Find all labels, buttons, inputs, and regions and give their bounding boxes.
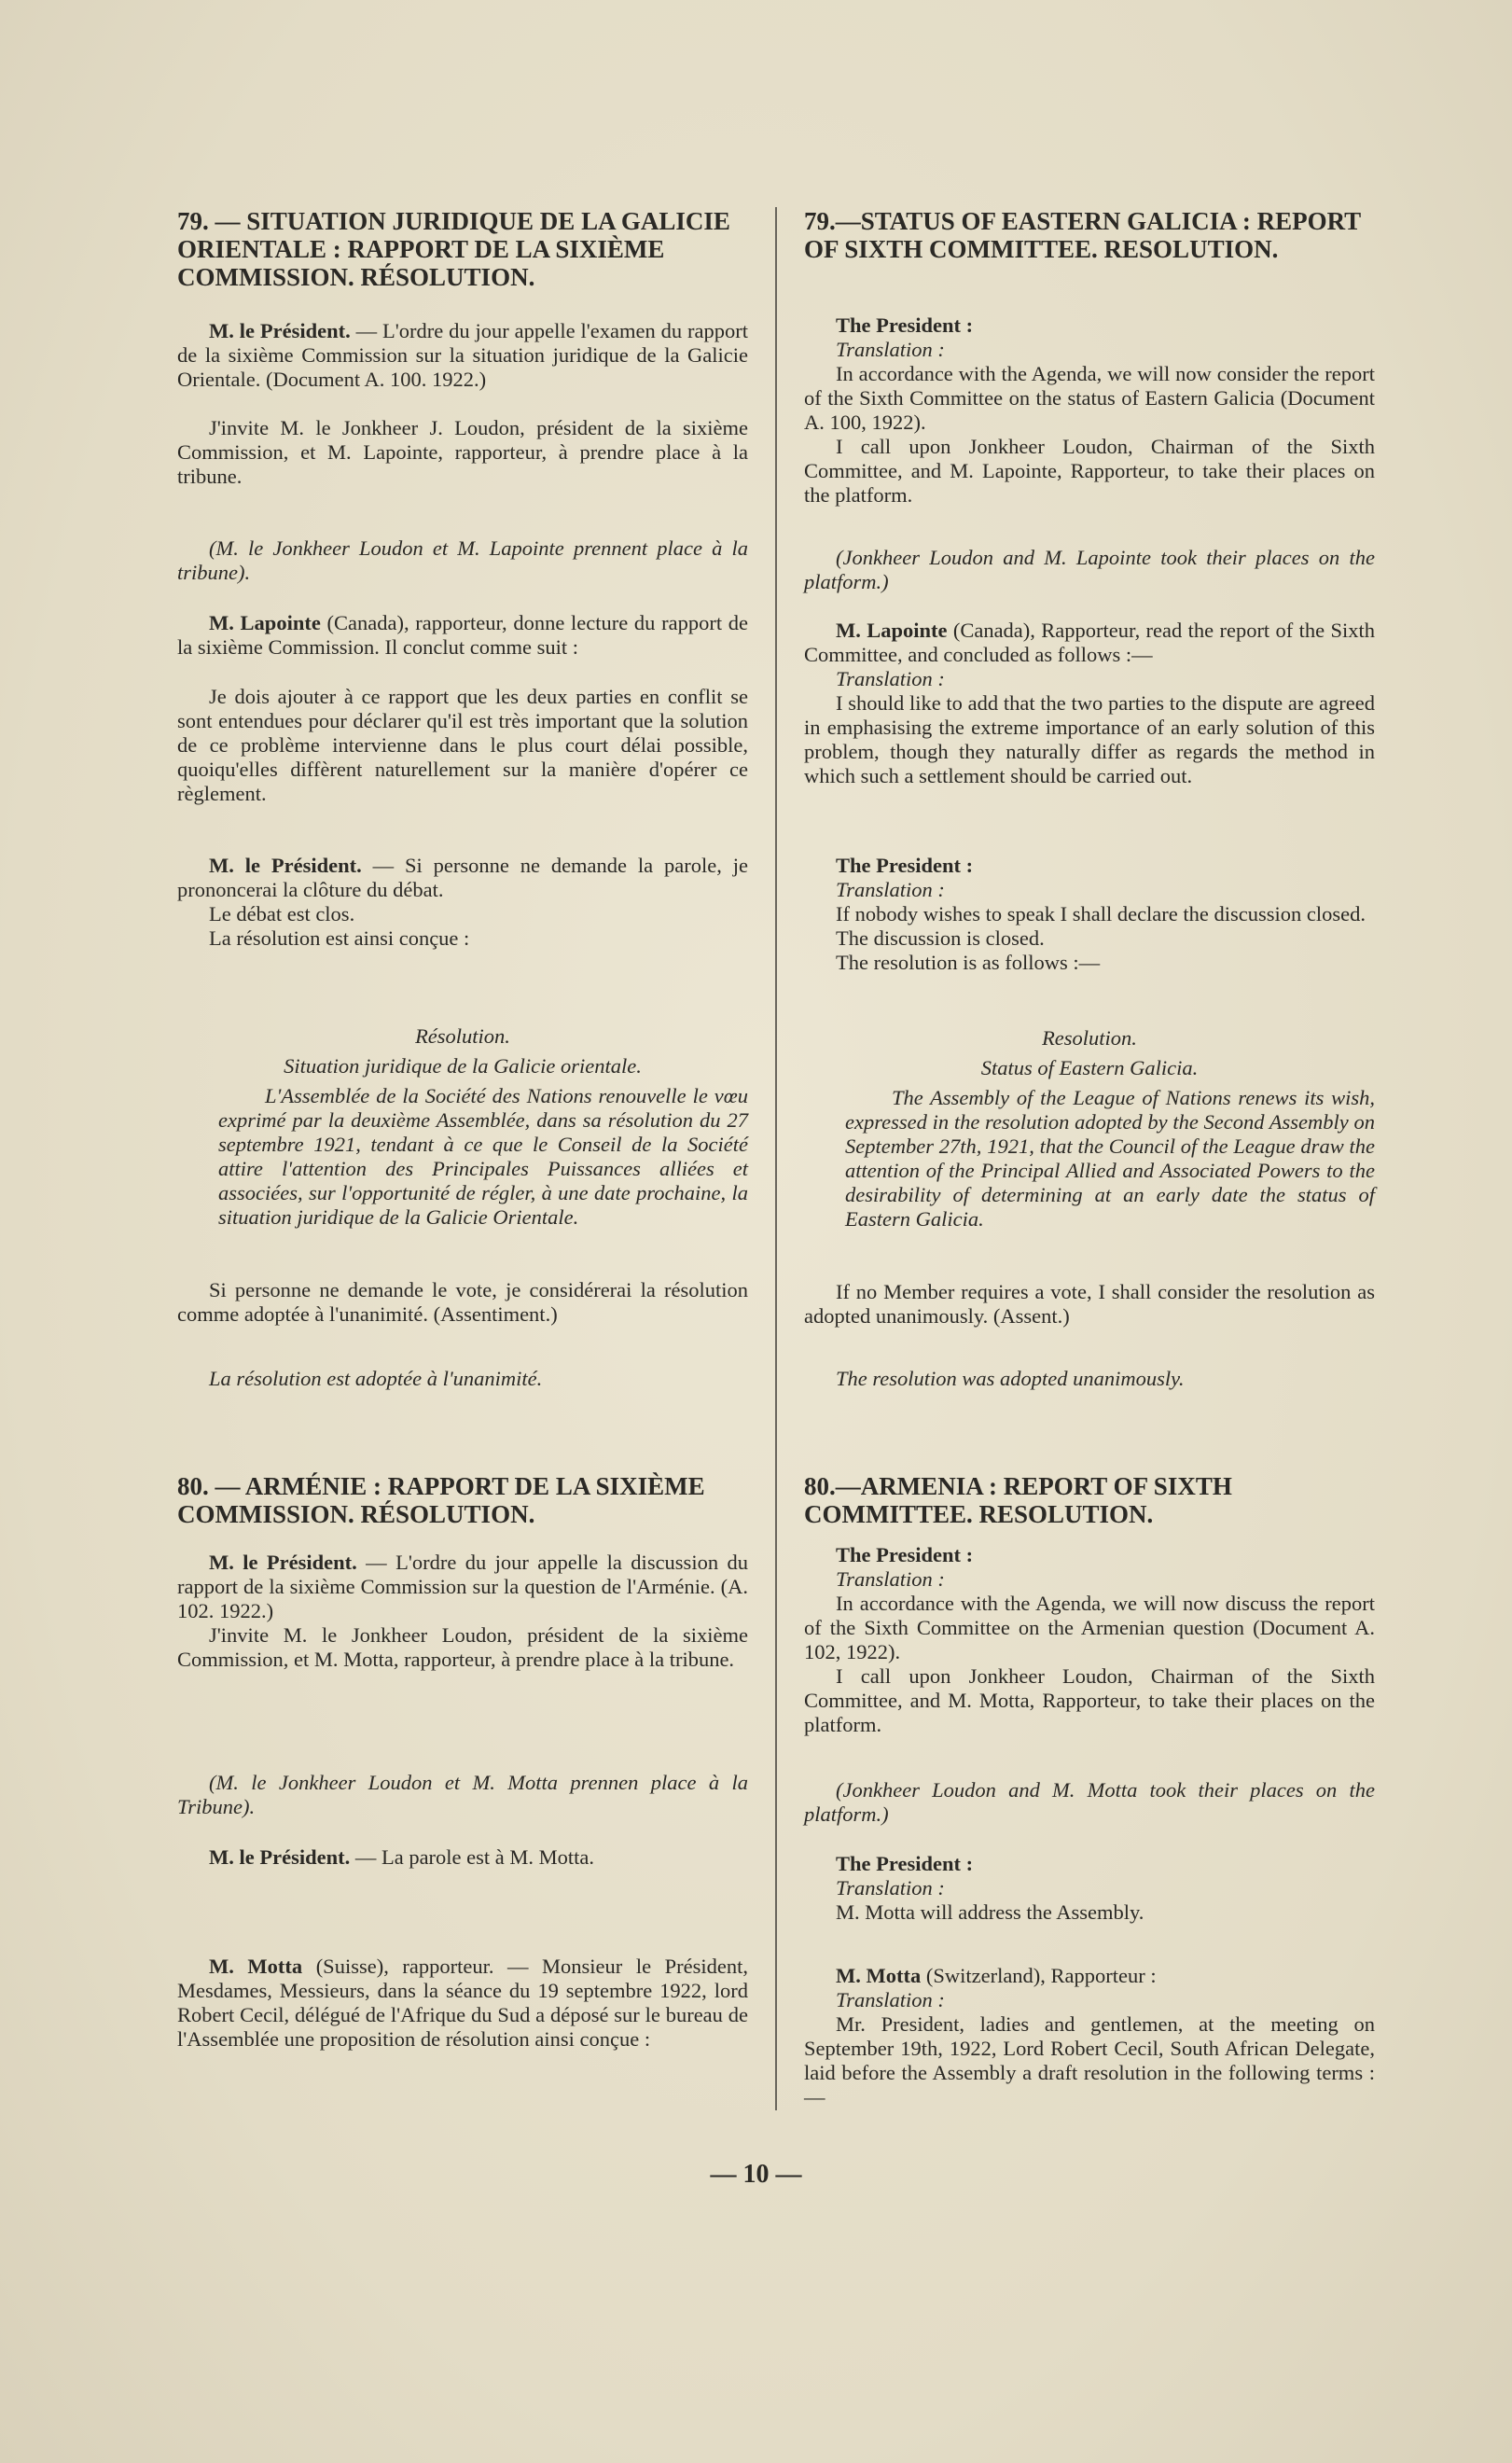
fr-s79-p2 [177, 416, 748, 489]
speaker-name: M. le Président. [209, 854, 362, 877]
fr-s79-p9 [177, 1367, 748, 1391]
stage-direction: (Jonkheer Loudon and M. Lapointe took their places on the platform.) [804, 546, 1375, 593]
speaker-name: The President : [836, 854, 974, 877]
resolution-subtitle: Situation juridique de la Galicie orientale. [284, 1054, 642, 1078]
paragraph-text: I should like to add that the two parties to the dispute are agreed in emphasising the extreme importance of an early solution of this problem, though they naturally differ as regards the method in which such a settlement should be carried out. [804, 691, 1375, 787]
speaker-name: The President : [836, 313, 974, 337]
speaker-name: M. Lapointe [209, 611, 321, 634]
en-s80-president-1 [804, 1543, 1375, 1737]
paragraph-text: — L'ordre du jour appelle la discussion du rapport de la sixième Commission sur la question de l'Arménie. (A. 102. 1922.) [177, 1551, 748, 1622]
section-heading: 80.—ARMENIA : REPORT OF SIXTH COMMITTEE. RESOLUTION. [804, 1472, 1232, 1528]
paragraph-text: — La parole est à M. Motta. [350, 1845, 595, 1869]
paragraph-text: J'invite M. le Jonkheer J. Loudon, président de la sixième Commission, et M. Lapointe, rapporteur, à prendre place à la tribune. [177, 416, 748, 488]
page-number: — 10 — [710, 2160, 802, 2189]
en-s79-president-2 [804, 854, 1375, 975]
fr-s79-p1 [177, 319, 748, 392]
fr-s79-p5 [177, 854, 748, 951]
paragraph-text: J'invite M. le Jonkheer Loudon, président de la sixième Commission, et M. Motta, rapporteur, à prendre place à la tribune. [177, 1623, 748, 1671]
speaker-name: M. le Président. [209, 1845, 351, 1869]
speaker-name: M. Motta [209, 1955, 303, 1978]
resolution-text: The Assembly of the League of Nations renews its wish, expressed in the resolution adopted by the Second Assembly on September 27th, 1921, that the Council of the League draw the attention of the Principal Allied and Associated Powers to the desirability of determining at an early date the status of Eastern Galicia. [845, 1086, 1375, 1231]
en-s79-p3 [804, 619, 1375, 788]
translation-label: Translation : [836, 338, 945, 361]
speaker-name: M. le Président. [209, 319, 351, 342]
en-s79-p8 [804, 1280, 1375, 1329]
fr-s80-p2 [177, 1623, 748, 1672]
en-s79-stage [804, 546, 1375, 594]
translation-label: Translation : [836, 1988, 945, 2011]
paragraph-text: Le débat est clos. [209, 902, 355, 925]
resolution-title: Resolution. [1042, 1026, 1137, 1050]
en-s80-p4 [804, 1964, 1375, 2109]
translation-label: Translation : [836, 667, 945, 690]
en-section-79-heading [804, 207, 1375, 263]
translation-label: Translation : [836, 1876, 945, 1899]
speaker-name: M. le Président. [209, 1551, 357, 1574]
fr-s80-p1 [177, 1551, 748, 1623]
resolution-title: Résolution. [415, 1024, 510, 1048]
paragraph-text: — L'ordre du jour appelle l'examen du rapport de la sixième Commission sur la situation juridique de la Galicie Orientale. (Document A. 100. 1922.) [177, 319, 748, 391]
fr-s79-p8 [177, 1278, 748, 1327]
stage-direction: (M. le Jonkheer Loudon et M. Motta prennen place à la Tribune). [177, 1771, 748, 1818]
en-s80-stage [804, 1778, 1375, 1827]
en-s79-president-1 [804, 313, 1375, 508]
stage-direction: (M. le Jonkheer Loudon et M. Lapointe prennent place à la tribune). [177, 536, 748, 584]
section-heading: 79. — SITUATION JURIDIQUE DE LA GALICIE ORIENTALE : RAPPORT DE LA SIXIÈME COMMISSION. RÉSOLUTION. [177, 207, 730, 291]
paragraph-text: (Canada), rapporteur, donne lecture du rapport de la sixième Commission. Il conclut comme suit : [177, 611, 748, 659]
stage-direction: (Jonkheer Loudon and M. Motta took their places on the platform.) [804, 1778, 1375, 1826]
paragraph-text: — Si personne ne demande la parole, je prononcerai la clôture du débat. [177, 854, 748, 901]
paragraph-text: If nobody wishes to speak I shall declare the discussion closed. [836, 902, 1366, 925]
fr-s79-p4 [177, 685, 748, 806]
en-s80-president-2 [804, 1852, 1375, 1925]
paragraph-text: La résolution est adoptée à l'unanimité. [209, 1367, 543, 1390]
paragraph-text: Mr. President, ladies and gentlemen, at the meeting on September 19th, 1922, Lord Robert Cecil, South African Delegate, laid before the Assembly a draft resolution in the following terms :— [804, 2012, 1375, 2108]
paragraph-text: If no Member requires a vote, I shall consider the resolution as adopted unanimously. (Assent.) [804, 1280, 1375, 1328]
paragraph-text: In accordance with the Agenda, we will now discuss the report of the Sixth Committee on the Armenian question (Document A. 102, 1922). [804, 1592, 1375, 1663]
paragraph-text: I call upon Jonkheer Loudon, Chairman of the Sixth Committee, and M. Motta, Rapporteur, to take their places on the platform. [804, 1664, 1375, 1736]
en-section-80-heading [804, 1472, 1375, 1528]
translation-label: Translation : [836, 1567, 945, 1591]
paragraph-text: (Canada), Rapporteur, read the report of the Sixth Committee, and concluded as follows :— [804, 619, 1375, 666]
speaker-name: The President : [836, 1852, 974, 1875]
section-heading: 79.—STATUS OF EASTERN GALICIA : REPORT OF SIXTH COMMITTEE. RESOLUTION. [804, 207, 1361, 263]
resolution-subtitle: Status of Eastern Galicia. [980, 1056, 1199, 1079]
fr-s80-stage [177, 1771, 748, 1819]
fr-s79-stage [177, 536, 748, 585]
fr-s80-p4 [177, 1955, 748, 2052]
fr-section-79-heading [177, 207, 748, 291]
fr-s80-p3 [177, 1845, 748, 1870]
resolution-text: L'Assemblée de la Société des Nations renouvelle le vœu exprimé par la deuxième Assemblée, dans sa résolution du 27 septembre 1921, tendant à ce que le Conseil de la Société attire l'attention des Principales Puissances alliées et associées, sur l'opportunité de régler, à une date prochaine, la situation juridique de la Galicie Orientale. [218, 1084, 748, 1229]
paragraph-text: Si personne ne demande le vote, je considérerai la résolution comme adoptée à l'unanimité. (Assentiment.) [177, 1278, 748, 1326]
column-divider [775, 207, 777, 2110]
section-heading: 80. — ARMÉNIE : RAPPORT DE LA SIXIÈME COMMISSION. RÉSOLUTION. [177, 1472, 705, 1528]
speaker-name: The President : [836, 1543, 974, 1566]
fr-section-80-heading [177, 1472, 748, 1528]
paragraph-text: I call upon Jonkheer Loudon, Chairman of the Sixth Committee, and M. Lapointe, Rapporteur, to take their places on the platform. [804, 435, 1375, 507]
translation-label: Translation : [836, 878, 945, 901]
en-s79-p9 [804, 1367, 1375, 1391]
paragraph-text: M. Motta will address the Assembly. [836, 1900, 1144, 1924]
paragraph-text: In accordance with the Agenda, we will now consider the report of the Sixth Committee on the status of Eastern Galicia (Document A. 100, 1922). [804, 362, 1375, 434]
paragraph-text: (Switzerland), Rapporteur : [921, 1964, 1157, 1987]
paragraph-text: (Suisse), rapporteur. — Monsieur le Président, Mesdames, Messieurs, dans la séance du 19 septembre 1922, lord Robert Cecil, délégué de l'Afrique du Sud a déposé sur le bureau de l'Assemblée une proposition de résolution ainsi conçue : [177, 1955, 748, 2051]
paragraph-text: The discussion is closed. [836, 926, 1045, 950]
paragraph-text: The resolution was adopted unanimously. [836, 1367, 1185, 1390]
paragraph-text: La résolution est ainsi conçue : [209, 926, 470, 950]
fr-s79-resolution [177, 1024, 748, 1230]
paragraph-text: The resolution is as follows :— [836, 951, 1101, 974]
fr-s79-p3 [177, 611, 748, 660]
paragraph-text: Je dois ajouter à ce rapport que les deux parties en conflit se sont entendues pour déclarer qu'il est très important que la solution de ce problème intervienne dans le plus court délai possible, quoiqu'elles diffèrent naturellement sur la manière d'opérer ce règlement. [177, 685, 748, 805]
speaker-name: M. Lapointe [836, 619, 948, 642]
speaker-name: M. Motta [836, 1964, 922, 1987]
en-s79-resolution [804, 1026, 1375, 1232]
